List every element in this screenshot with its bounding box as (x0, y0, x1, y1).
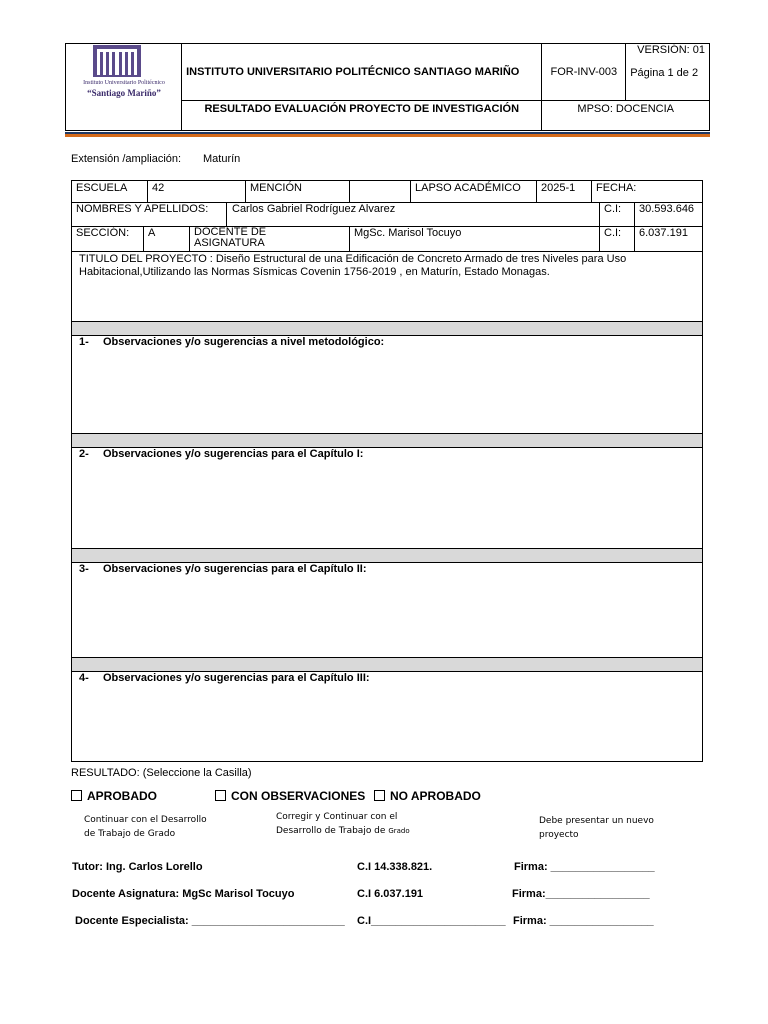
seccion-label: SECCIÓN: (72, 226, 144, 251)
lapso-label: LAPSO ACADÉMICO (411, 181, 537, 202)
observation-2-number: 2- (79, 448, 89, 460)
nombres-label: NOMBRES Y APELLIDOS: (76, 203, 209, 215)
observation-4-number: 4- (79, 672, 89, 684)
escuela-value[interactable]: 42 (148, 181, 246, 202)
docente-asignatura-firma[interactable]: Firma:_________________ (512, 888, 650, 900)
ci2-value[interactable]: 6.037.191 (639, 227, 688, 239)
tutor-firma[interactable]: Firma: _________________ (514, 861, 655, 873)
observations-box-2[interactable] (71, 447, 703, 549)
version-page-cell (626, 44, 710, 101)
observations-box-1[interactable] (71, 335, 703, 434)
option-no-aprobado[interactable]: NO APROBADO (374, 789, 481, 803)
mencion-label: MENCIÓN (246, 181, 350, 202)
form-header (65, 43, 710, 131)
docente-asignatura-name: Docente Asignatura: MgSc Marisol Tocuyo (72, 888, 295, 900)
checkbox-aprobado[interactable] (71, 790, 82, 801)
observation-3-number: 3- (79, 563, 89, 575)
option-aprobado[interactable]: APROBADO (71, 789, 157, 803)
logo-text-line2: “Santiago Mariño” (87, 88, 161, 98)
separator-bar (71, 433, 703, 448)
observation-4-label: Observaciones y/o sugerencias para el Capítulo III: (103, 672, 370, 684)
info-row-nombres (71, 202, 703, 227)
separator-bar (71, 548, 703, 563)
option-con-observaciones[interactable]: CON OBSERVACIONES (215, 789, 365, 803)
checkbox-con-observaciones[interactable] (215, 790, 226, 801)
version: VERSIÓN: 01 (637, 44, 705, 56)
logo-text-line1: Instituto Universitario Politécnico (83, 80, 165, 86)
docente-especialista-name[interactable]: Docente Especialista: _________________________ (75, 915, 345, 927)
mpso: MPSO: DOCENCIA (542, 100, 710, 130)
tutor-name: Tutor: Ing. Carlos Lorello (72, 861, 203, 873)
observation-3-label: Observaciones y/o sugerencias para el Capítulo II: (103, 563, 367, 575)
info-row-escuela (71, 180, 703, 203)
form-subtitle: RESULTADO EVALUACIÓN PROYECTO DE INVESTIGACIÓN (182, 100, 542, 130)
project-title[interactable]: TITULO DEL PROYECTO : Diseño Estructural de una Edificación de Concreto Armado de tres Niveles para Uso Habitacional,Utilizando las Normas Sísmicas Covenin 1756-2019 , en Maturín, Estado Monagas. (71, 251, 703, 322)
tutor-ci: C.I 14.338.821. (357, 861, 433, 873)
note-no-aprobado: Debe presentar un nuevo proyecto (539, 816, 654, 840)
docente-especialista-firma[interactable]: Firma: _________________ (513, 915, 654, 927)
ci-value[interactable]: 30.593.646 (639, 203, 695, 215)
fecha-label[interactable]: FECHA: (596, 182, 637, 194)
docente-value[interactable]: MgSc. Marisol Tocuyo (350, 226, 600, 251)
institution-logo-icon (93, 45, 141, 77)
observation-1-label: Observaciones y/o sugerencias a nivel metodológico: (103, 336, 385, 348)
mencion-value[interactable] (350, 181, 411, 202)
docente-especialista-ci[interactable]: C.I______________________ (357, 915, 506, 927)
info-row-seccion (71, 226, 703, 252)
observation-1-number: 1- (79, 336, 89, 348)
lapso-value[interactable]: 2025-1 (537, 181, 592, 202)
observations-box-3[interactable] (71, 562, 703, 658)
separator-bar (71, 321, 703, 336)
checkbox-no-aprobado[interactable] (374, 790, 385, 801)
observations-box-4[interactable] (71, 671, 703, 762)
form-code: FOR-INV-003 (542, 44, 626, 101)
header-rule-orange (65, 134, 710, 137)
observation-2-label: Observaciones y/o sugerencias para el Capítulo I: (103, 448, 364, 460)
separator-bar (71, 657, 703, 672)
extension-value: Maturín (203, 153, 241, 165)
logo-cell (66, 44, 182, 131)
escuela-label: ESCUELA (72, 181, 148, 202)
ci-label: C.I: (600, 202, 635, 226)
nombres-value[interactable]: Carlos Gabriel Rodríguez Alvarez (226, 202, 600, 226)
note-aprobado: Continuar con el Desarrollo de Trabajo de Grado (84, 815, 207, 839)
page-number: Página 1 de 2 (630, 67, 699, 79)
note-con-observaciones: Corregir y Continuar con el Desarrollo de Trabajo de Grado (276, 812, 410, 836)
docente-label: DOCENTE DE ASIGNATURA (194, 226, 267, 249)
institution-name: INSTITUTO UNIVERSITARIO POLITÉCNICO SANTIAGO MARIÑO (182, 44, 542, 101)
result-label: RESULTADO: (Seleccione la Casilla) (71, 767, 252, 779)
extension-label: Extensión /ampliación: (71, 153, 182, 165)
ci2-label: C.I: (600, 226, 635, 251)
docente-asignatura-ci: C.I 6.037.191 (357, 888, 424, 900)
seccion-value[interactable]: A (144, 226, 190, 251)
